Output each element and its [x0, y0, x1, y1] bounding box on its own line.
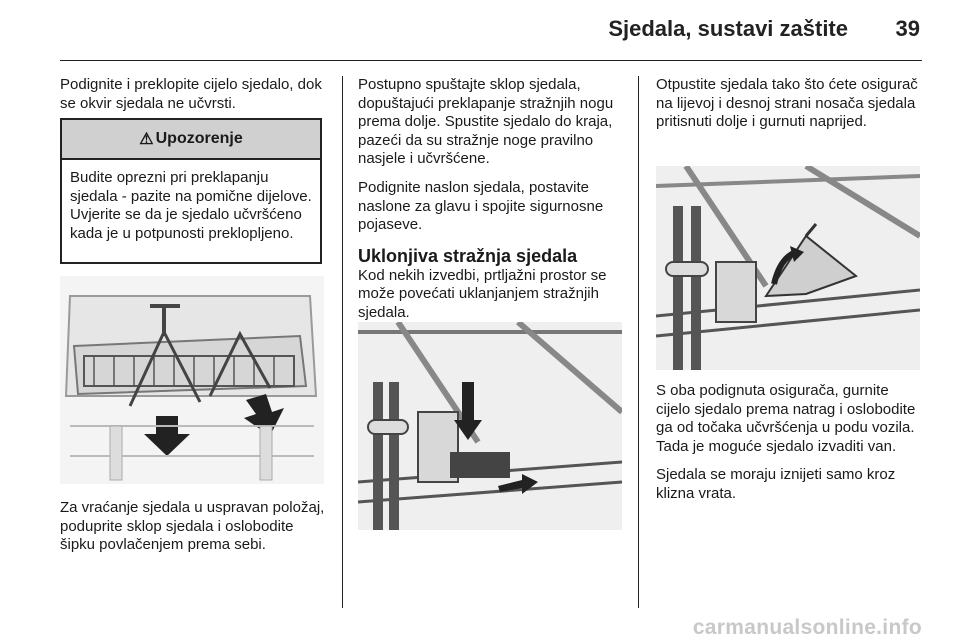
page-header — [0, 0, 960, 60]
column-3-lower — [656, 382, 926, 514]
warning-header — [62, 120, 320, 160]
seat-latch-press-illustration — [358, 322, 622, 530]
warning-box — [60, 118, 322, 264]
watermark: carmanualsonline.info — [692, 616, 922, 639]
column-1-lower — [60, 499, 330, 565]
removable-seats-paragraph: Kod nekih izvedbi, prtljažni prostor se može povećati uklanjanjem stražnjih sjedala. — [358, 266, 607, 321]
warning-text: Budite oprezni pri preklapanju sjedala - pazite na pomične dijelove. Uvjerite se da je sjedalo učvršćeno kada je u potpunosti preklopljeno. — [70, 169, 312, 242]
warning-label: Upozorenje — [155, 130, 243, 147]
return-seat-paragraph: Za vraćanje sjedala u uspravan položaj, poduprite sklop sjedala i oslobodite šipku povlačenjem prema sebi. — [60, 499, 325, 554]
page-number: 39 — [895, 16, 920, 41]
push-seat-paragraph: S oba podignuta osigurača, gurnite cijelo sjedalo prema natrag i oslobodite ga od točaka učvršćenja u podu vozila. Tada je moguće sjedalo izvaditi van. — [656, 382, 916, 455]
intro-paragraph: Podignite i preklopite cijelo sjedalo, dok se okvir sjedala ne učvrsti. — [60, 76, 322, 112]
column-divider-1 — [342, 76, 343, 608]
sliding-door-paragraph: Sjedala se moraju iznijeti samo kroz klizna vrata. — [656, 466, 896, 502]
column-divider-2 — [638, 76, 639, 608]
lower-seat-paragraph: Postupno spuštajte sklop sjedala, dopuštajući preklapanje stražnjih nogu prema dolje. Spustite sjedalo do kraja, pazeći da su stražnje noge pravilno nasjele i učvršćene. — [358, 76, 614, 168]
column-3 — [656, 76, 926, 142]
column-1 — [60, 76, 330, 123]
column-2 — [358, 76, 628, 333]
section-heading: Uklonjiva stražnja sjedala — [358, 245, 578, 266]
warning-triangle-icon: ⚠ — [139, 131, 154, 148]
latch-release-illustration — [656, 166, 920, 370]
raise-backrest-paragraph: Podignite naslon sjedala, postavite naslone za glavu i spojite sigurnosne pojaseve. — [358, 178, 604, 234]
page-title: Sjedala, sustavi zaštite — [608, 16, 848, 41]
seat-folding-illustration — [60, 276, 324, 484]
header-rule — [60, 60, 922, 61]
release-latch-paragraph: Otpustite sjedala tako što ćete osigurač na lijevoj i desnoj strani nosača sjedala pritisnuti dolje i gurnuti naprijed. — [656, 76, 918, 131]
